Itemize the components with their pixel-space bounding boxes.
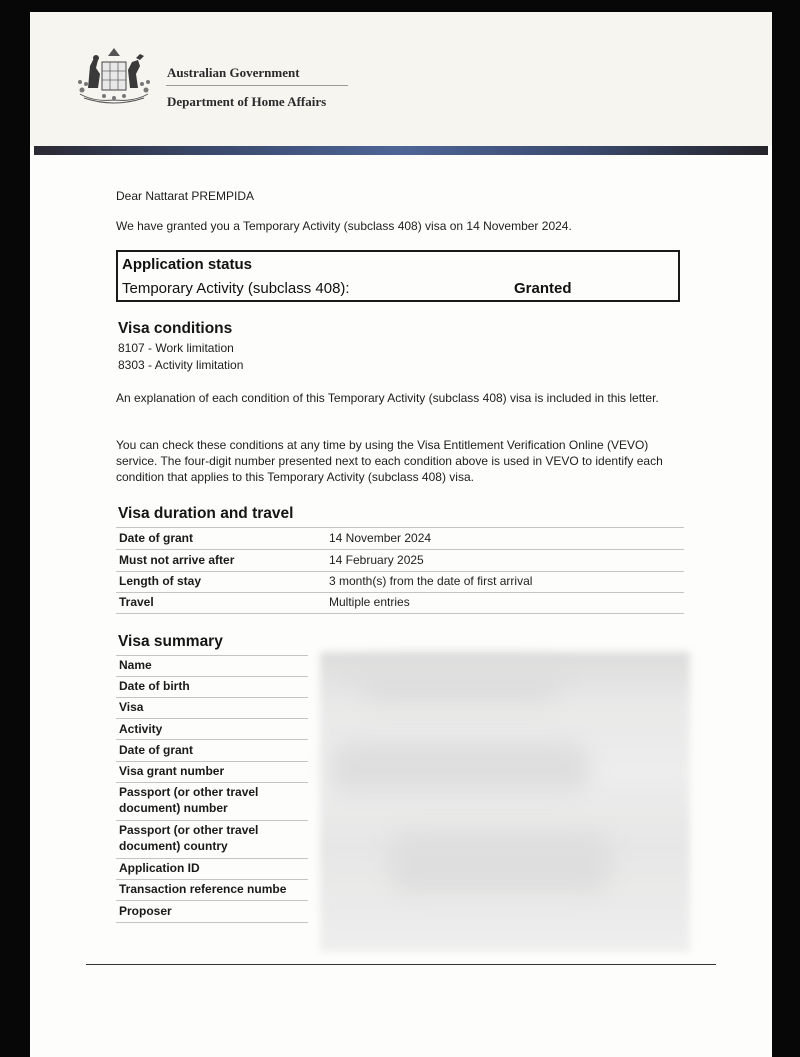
table-divider (116, 879, 308, 880)
duration-value: 14 November 2024 (329, 531, 432, 545)
conditions-heading: Visa conditions (118, 320, 233, 337)
summary-label: Date of birth (119, 679, 190, 693)
table-divider (116, 571, 684, 572)
redaction-blur (360, 662, 560, 702)
condition-item: 8303 - Activity limitation (118, 358, 244, 372)
table-divider (116, 527, 684, 528)
duration-label: Length of stay (119, 574, 202, 588)
duration-heading: Visa duration and travel (118, 505, 294, 522)
grant-intro: We have granted you a Temporary Activity (subclass 408) visa on 14 November 2024. (116, 219, 572, 233)
summary-label: Date of grant (119, 743, 194, 757)
summary-label: Name (119, 658, 152, 672)
duration-label: Travel (119, 595, 154, 609)
status-badge: Granted (514, 280, 572, 297)
duration-value: 14 February 2025 (329, 553, 424, 567)
summary-label: Application ID (119, 861, 200, 875)
table-divider (116, 549, 684, 550)
application-status-box (116, 250, 680, 302)
summary-label: Proposer (119, 904, 172, 918)
summary-label: Visa grant number (119, 764, 225, 778)
table-divider (116, 900, 308, 901)
summary-label: Visa (119, 700, 144, 714)
redaction-blur (390, 832, 610, 892)
summary-heading: Visa summary (118, 633, 223, 650)
conditions-explanation: An explanation of each condition of this Temporary Activity (subclass 408) visa is included in this letter. (116, 391, 659, 405)
summary-label: Passport (or other travel document) number (119, 785, 259, 815)
letterhead (30, 12, 772, 146)
vevo-explanation: You can check these conditions at any time by using the Visa Entitlement Verification Online (VEVO) service. The four-digit number presented next to each condition above is used in VEVO to identify each condition that applies to this Temporary Activity (subclass 408) visa. (116, 438, 663, 484)
duration-value: Multiple entries (329, 595, 410, 609)
table-divider (116, 858, 308, 859)
duration-value: 3 month(s) from the date of first arrival (329, 574, 533, 588)
footer-divider (86, 964, 716, 965)
department-name: Department of Home Affairs (167, 94, 327, 109)
status-title: Application status (122, 256, 253, 273)
table-divider (116, 697, 308, 698)
letterhead-divider (166, 85, 348, 86)
summary-label: Activity (119, 722, 163, 736)
table-divider (116, 718, 308, 719)
letter-page (30, 12, 772, 1057)
table-divider (116, 761, 308, 762)
summary-label: Passport (or other travel document) country (119, 823, 259, 853)
table-divider (116, 739, 308, 740)
table-divider (116, 782, 308, 783)
salutation: Dear Nattarat PREMPIDA (116, 189, 255, 203)
coat-of-arms-icon (74, 44, 154, 110)
summary-label: Transaction reference numbe (119, 882, 287, 896)
table-divider (116, 613, 684, 614)
duration-label: Must not arrive after (119, 553, 235, 567)
table-divider (116, 655, 308, 656)
table-divider (116, 676, 308, 677)
table-divider (116, 820, 308, 821)
condition-item: 8107 - Work limitation (118, 341, 234, 355)
letterhead-bar (34, 146, 768, 155)
redaction-blur (330, 742, 590, 792)
table-divider (116, 592, 684, 593)
duration-label: Date of grant (119, 531, 194, 545)
government-name: Australian Government (167, 65, 300, 80)
status-visa-label: Temporary Activity (subclass 408): (122, 280, 350, 297)
table-divider (116, 922, 308, 923)
